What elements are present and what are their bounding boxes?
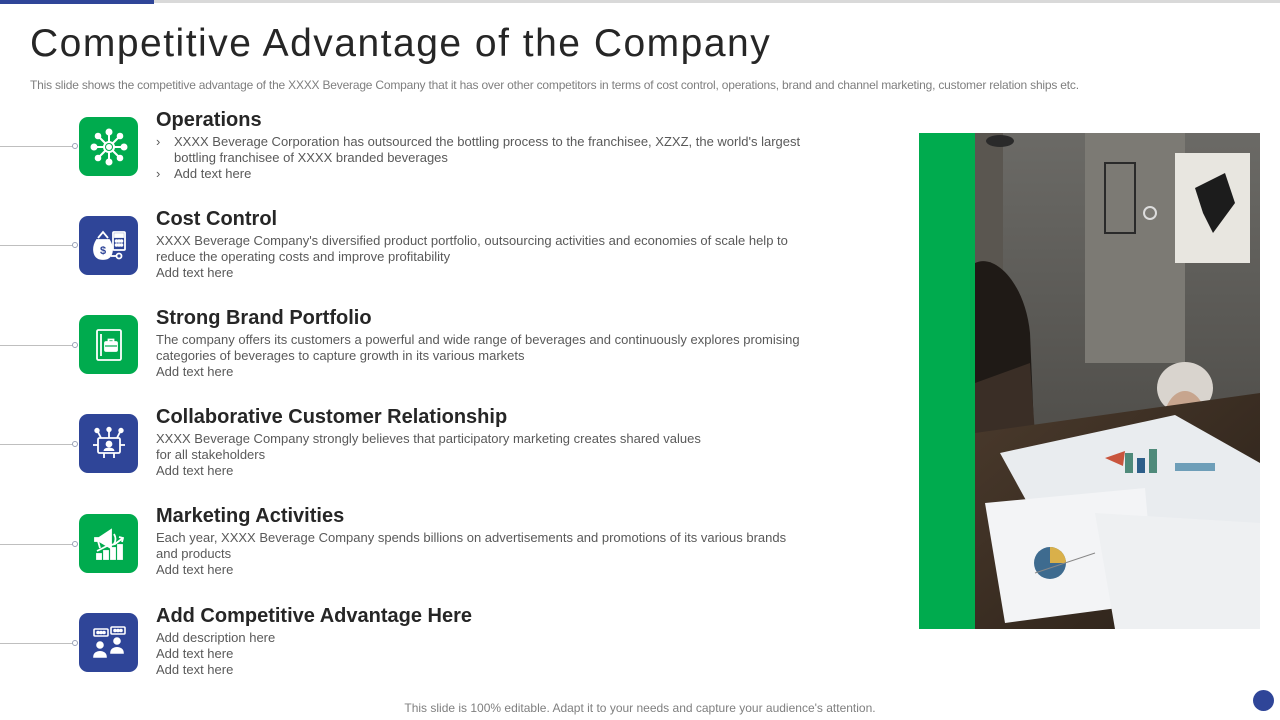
advantage-item-customer-relationship bbox=[156, 405, 816, 479]
item-text: › XXXX Beverage Corporation has outsourced the bottling process to the franchisee, XZXZ, the world's largest bbox=[156, 134, 816, 150]
item-text: bottling franchisee of XXXX branded beverages bbox=[174, 150, 448, 165]
item-text: Add text here bbox=[156, 646, 234, 661]
team-rating-icon bbox=[79, 613, 138, 672]
item-text: for all stakeholders bbox=[156, 447, 266, 462]
item-text: and products bbox=[156, 546, 232, 561]
connector-line bbox=[0, 544, 76, 545]
advantage-item-add-advantage bbox=[156, 604, 816, 678]
top-rule bbox=[0, 0, 1280, 3]
advantage-item-operations bbox=[156, 108, 816, 182]
connector-dot bbox=[72, 441, 78, 447]
item-text: The company offers its customers a powerful and wide range of beverages and continuously explores promising bbox=[156, 332, 800, 347]
top-accent-bar bbox=[0, 0, 154, 4]
connector-line bbox=[0, 245, 76, 246]
slide-footer: This slide is 100% editable. Adapt it to your needs and capture your audience's attention. bbox=[404, 701, 876, 715]
megaphone-growth-icon bbox=[79, 514, 138, 573]
svg-text:$: $ bbox=[99, 244, 106, 257]
item-text: Add text here bbox=[156, 265, 234, 280]
item-text: Add text here bbox=[156, 562, 234, 577]
connector-dot bbox=[72, 143, 78, 149]
connector-dot bbox=[72, 342, 78, 348]
connector-line bbox=[0, 643, 76, 644]
corner-decoration bbox=[1253, 690, 1274, 711]
slide-title: Competitive Advantage of the Company bbox=[30, 22, 772, 65]
money-bag-calculator-icon bbox=[79, 216, 138, 275]
item-text: Each year, XXXX Beverage Company spends billions on advertisements and promotions of its various brands bbox=[156, 530, 787, 545]
connector-line bbox=[0, 345, 76, 346]
item-title: Add Competitive Advantage Here bbox=[156, 605, 472, 627]
photo-accent-strip bbox=[919, 133, 975, 629]
connector-dot bbox=[72, 640, 78, 646]
item-title: Strong Brand Portfolio bbox=[156, 307, 372, 329]
network-gear-icon bbox=[79, 117, 138, 176]
connector-line bbox=[0, 444, 76, 445]
item-text: XXXX Beverage Company's diversified product portfolio, outsourcing activities and economies of scale help to bbox=[156, 233, 788, 248]
advantage-item-marketing-activities bbox=[156, 504, 816, 578]
meeting-image bbox=[975, 133, 1260, 629]
advantage-item-cost-control bbox=[156, 207, 816, 281]
item-text: › Add text here bbox=[156, 166, 816, 182]
team-meeting-photo bbox=[919, 133, 1260, 629]
connector-dot bbox=[72, 541, 78, 547]
item-text: Add description here bbox=[156, 630, 276, 645]
item-title: Cost Control bbox=[156, 208, 278, 230]
item-title: Collaborative Customer Relationship bbox=[156, 406, 508, 428]
slide-subtitle: This slide shows the competitive advantage of the XXXX Beverage Company that it has over other competitors in terms of cost control, operations, brand and channel marketing, customer relation ships etc. bbox=[30, 78, 1079, 92]
item-text: XXXX Beverage Company strongly believes that participatory marketing creates shared values bbox=[156, 431, 701, 446]
item-text: Add text here bbox=[156, 364, 234, 379]
item-text: categories of beverages to capture growth in its various markets bbox=[156, 348, 525, 363]
item-text: reduce the operating costs and improve profitability bbox=[156, 249, 451, 264]
item-text: Add text here bbox=[156, 463, 234, 478]
item-title: Marketing Activities bbox=[156, 505, 345, 527]
item-text: Add text here bbox=[156, 662, 234, 677]
portfolio-briefcase-icon bbox=[79, 315, 138, 374]
advantage-item-brand-portfolio bbox=[156, 306, 816, 380]
connector-line bbox=[0, 146, 76, 147]
connector-dot bbox=[72, 242, 78, 248]
customer-network-icon bbox=[79, 414, 138, 473]
item-title: Operations bbox=[156, 109, 262, 131]
